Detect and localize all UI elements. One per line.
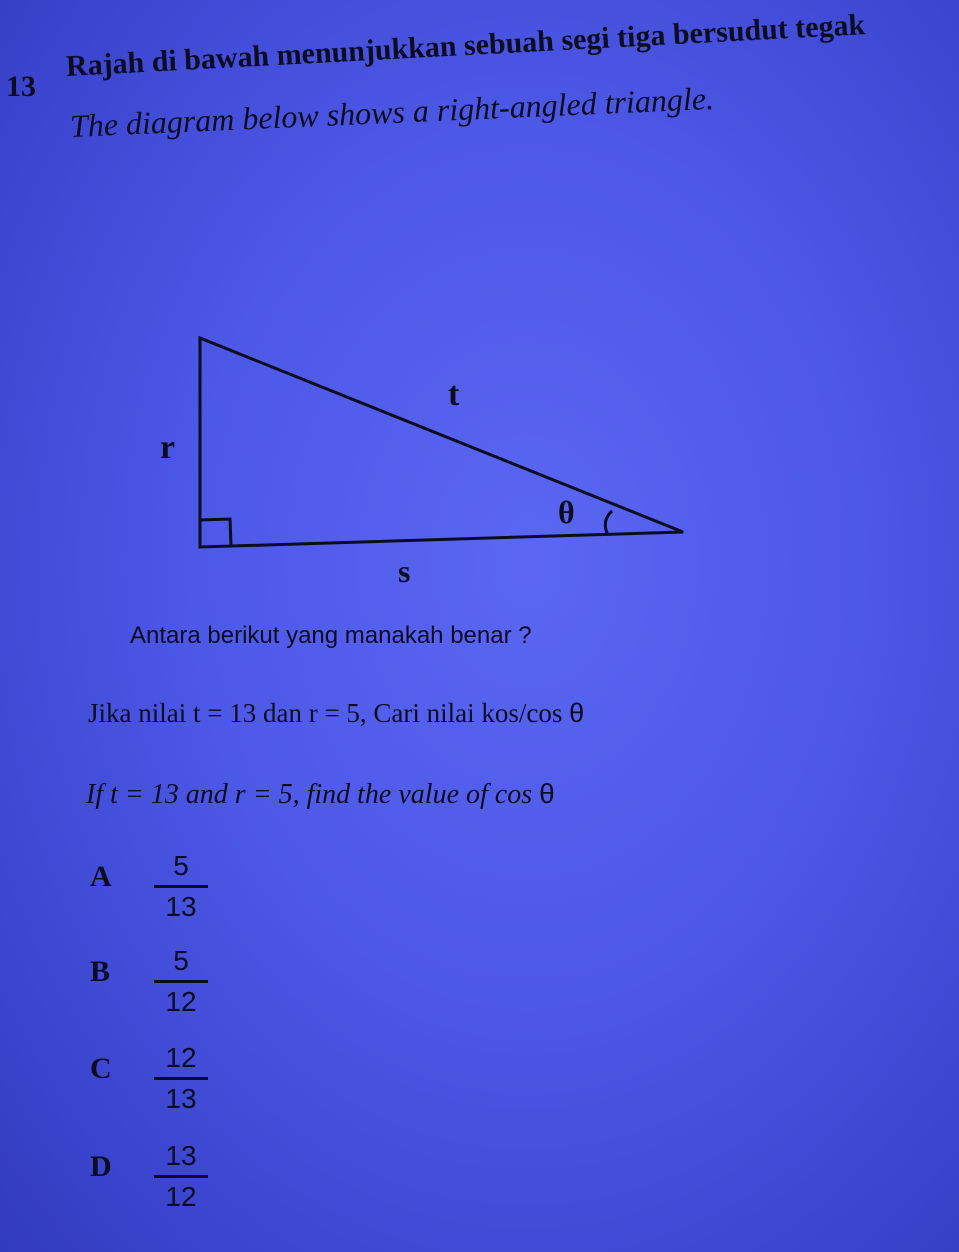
label-theta: θ [558,494,575,530]
prompt-malay: Antara berikut yang manakah benar ? [130,622,532,649]
option-fraction: 5 12 [154,945,208,1018]
option-fraction: 13 12 [154,1140,208,1213]
right-angle-marker [200,519,231,546]
label-s: s [398,553,411,589]
option-fraction: 5 13 [154,850,208,923]
angle-arc [605,511,612,535]
option-letter: C [90,1052,112,1085]
question-malay: Jika nilai t = 13 dan r = 5, Cari nilai kos/cos θ [88,698,585,728]
intro-english: The diagram below shows a right-angled triangle. [69,79,715,144]
intro-malay: Rajah di bawah menunjukkan sebuah segi tiga bersudut tegak [65,8,866,83]
label-t: t [448,376,460,413]
option-letter: B [90,955,111,988]
question-english: If t = 13 and r = 5, find the value of cos θ [86,778,555,810]
option-letter: A [90,860,112,893]
option-fraction: 12 13 [154,1042,208,1115]
question-number: 13 [6,70,36,103]
triangle-outline [200,338,683,547]
label-r: r [160,429,176,466]
option-letter: D [90,1150,112,1183]
